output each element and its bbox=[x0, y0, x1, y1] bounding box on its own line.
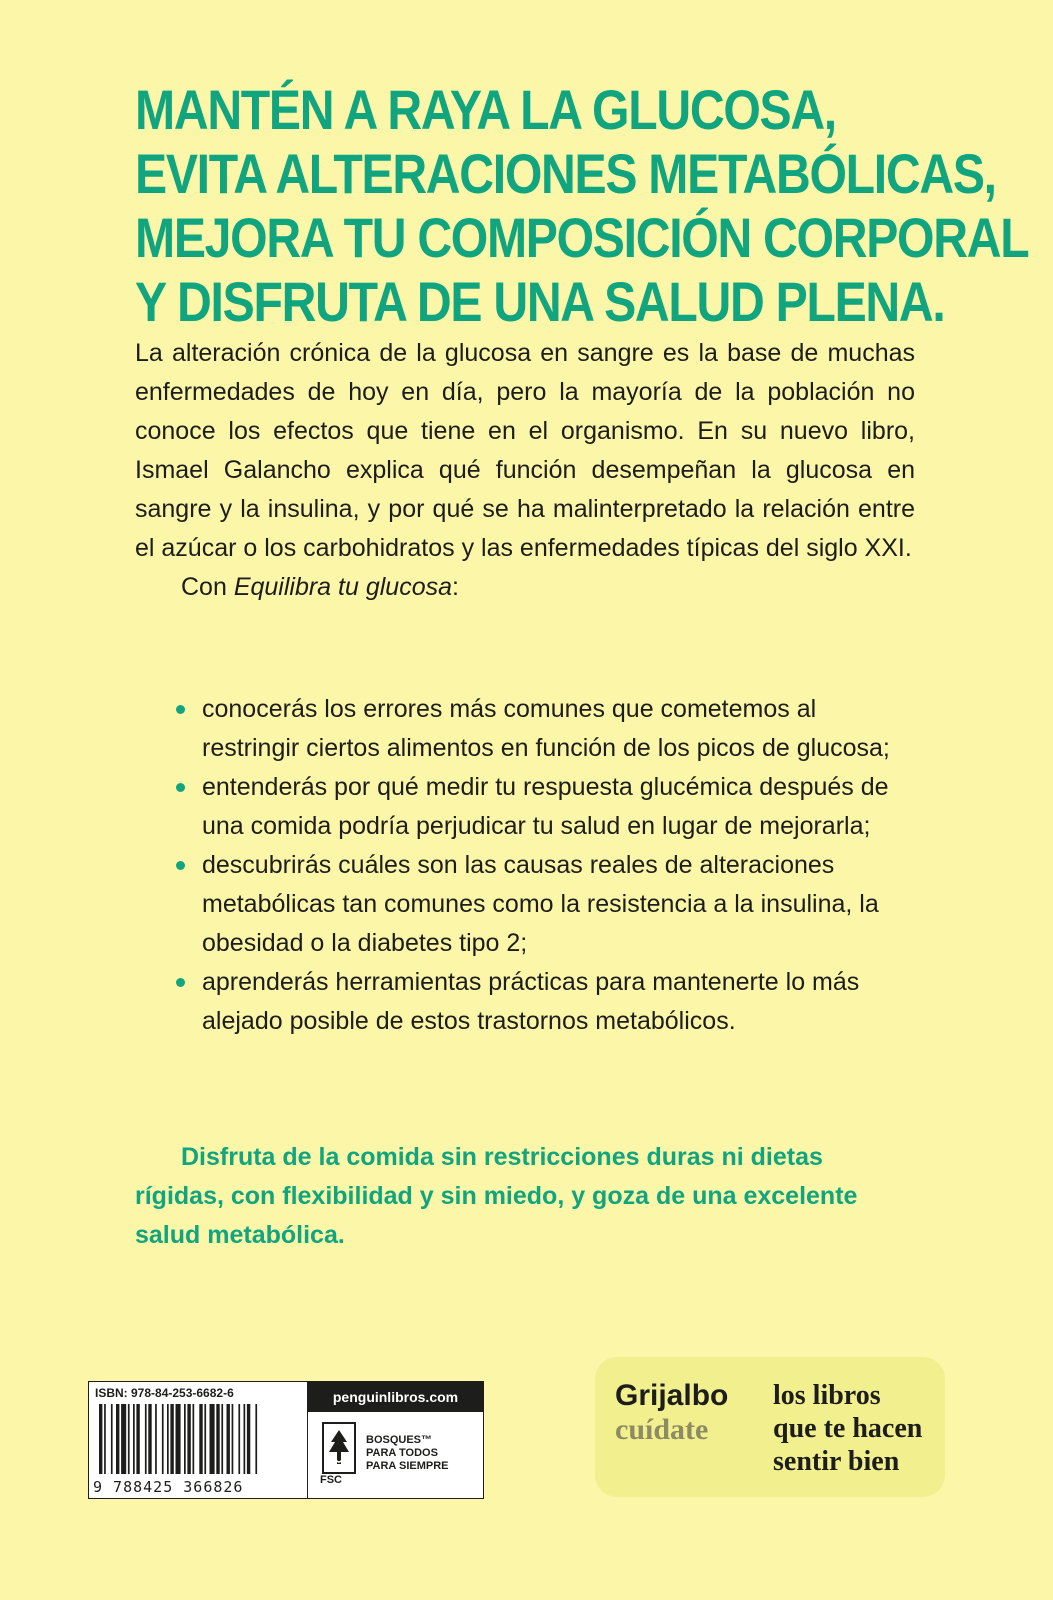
publisher-tagline: los libros que te hacen sentir bien bbox=[773, 1380, 923, 1477]
book-reference bbox=[135, 568, 915, 607]
list-item: conocerás los errores más comunes que cometemos al restringir ciertos alimentos en función de los picos de glucosa; bbox=[180, 690, 915, 768]
publisher-logo: Grijalbo bbox=[615, 1379, 729, 1412]
bullet-dot-icon bbox=[176, 783, 185, 792]
intro-paragraph: La alteración crónica de la glucosa en sangre es la base de muchas enfermedades de hoy en día, pero la mayoría de la población no conoce los efectos que tiene en el organismo. En su nuevo libro, Ismael Galancho explica qué función desempeñan la glucosa en sangre y la insulina, y por qué se ha malinterpretado la relación entre el azúcar o los carbohidratos y las enfermedades típicas del siglo XXI. bbox=[135, 339, 915, 562]
book-title: Equilibra tu glucosa bbox=[233, 573, 453, 601]
with-prefix: Con bbox=[181, 573, 234, 601]
barcode-box bbox=[88, 1381, 484, 1499]
benefits-list bbox=[180, 690, 915, 1041]
fsc-panel bbox=[308, 1382, 483, 1498]
bullet-dot-icon bbox=[176, 861, 185, 870]
fsc-label: FSC bbox=[320, 1474, 342, 1486]
isbn-label: ISBN: 978-84-253-6682-6 bbox=[95, 1386, 234, 1400]
publisher-panel bbox=[595, 1357, 945, 1497]
description bbox=[135, 334, 915, 607]
bullet-dot-icon bbox=[176, 978, 185, 987]
headline-line: EVITA ALTERACIONES METABÓLICAS, bbox=[135, 142, 996, 205]
publisher-url: penguinlibros.com bbox=[308, 1382, 483, 1412]
barcode-icon bbox=[99, 1404, 297, 1474]
ean-digits: 9 788425 366826 bbox=[93, 1478, 244, 1496]
list-item: entenderás por qué medir tu respuesta glucémica después de una comida podría perjudicar tu salud en lugar de mejorarla; bbox=[180, 768, 915, 846]
collection-name: cuídate bbox=[615, 1413, 709, 1446]
headline bbox=[135, 78, 1029, 334]
barcode-panel bbox=[89, 1382, 308, 1498]
list-item: descubrirás cuáles son las causas reales de alteraciones metabólicas tan comunes como la resistencia a la insulina, la obesidad o la diabetes tipo 2; bbox=[180, 846, 915, 963]
list-item: aprenderás herramientas prácticas para mantenerte lo más alejado posible de estos trastornos metabólicos. bbox=[180, 963, 915, 1041]
fsc-slogan: BOSQUES™ PARA TODOS PARA SIEMPRE bbox=[366, 1434, 449, 1472]
fsc-tree-icon bbox=[322, 1422, 356, 1474]
headline-line: Y DISFRUTA DE UNA SALUD PLENA. bbox=[135, 270, 945, 333]
bullet-dot-icon bbox=[176, 705, 185, 714]
headline-line: MANTÉN A RAYA LA GLUCOSA, bbox=[135, 78, 836, 141]
with-suffix: : bbox=[452, 573, 459, 601]
closing-statement: Disfruta de la comida sin restricciones duras ni dietas rígidas, con flexibilidad y sin miedo, y goza de una excelente salud metabólica. bbox=[135, 1143, 858, 1249]
headline-line: MEJORA TU COMPOSICIÓN CORPORAL bbox=[135, 206, 1029, 269]
